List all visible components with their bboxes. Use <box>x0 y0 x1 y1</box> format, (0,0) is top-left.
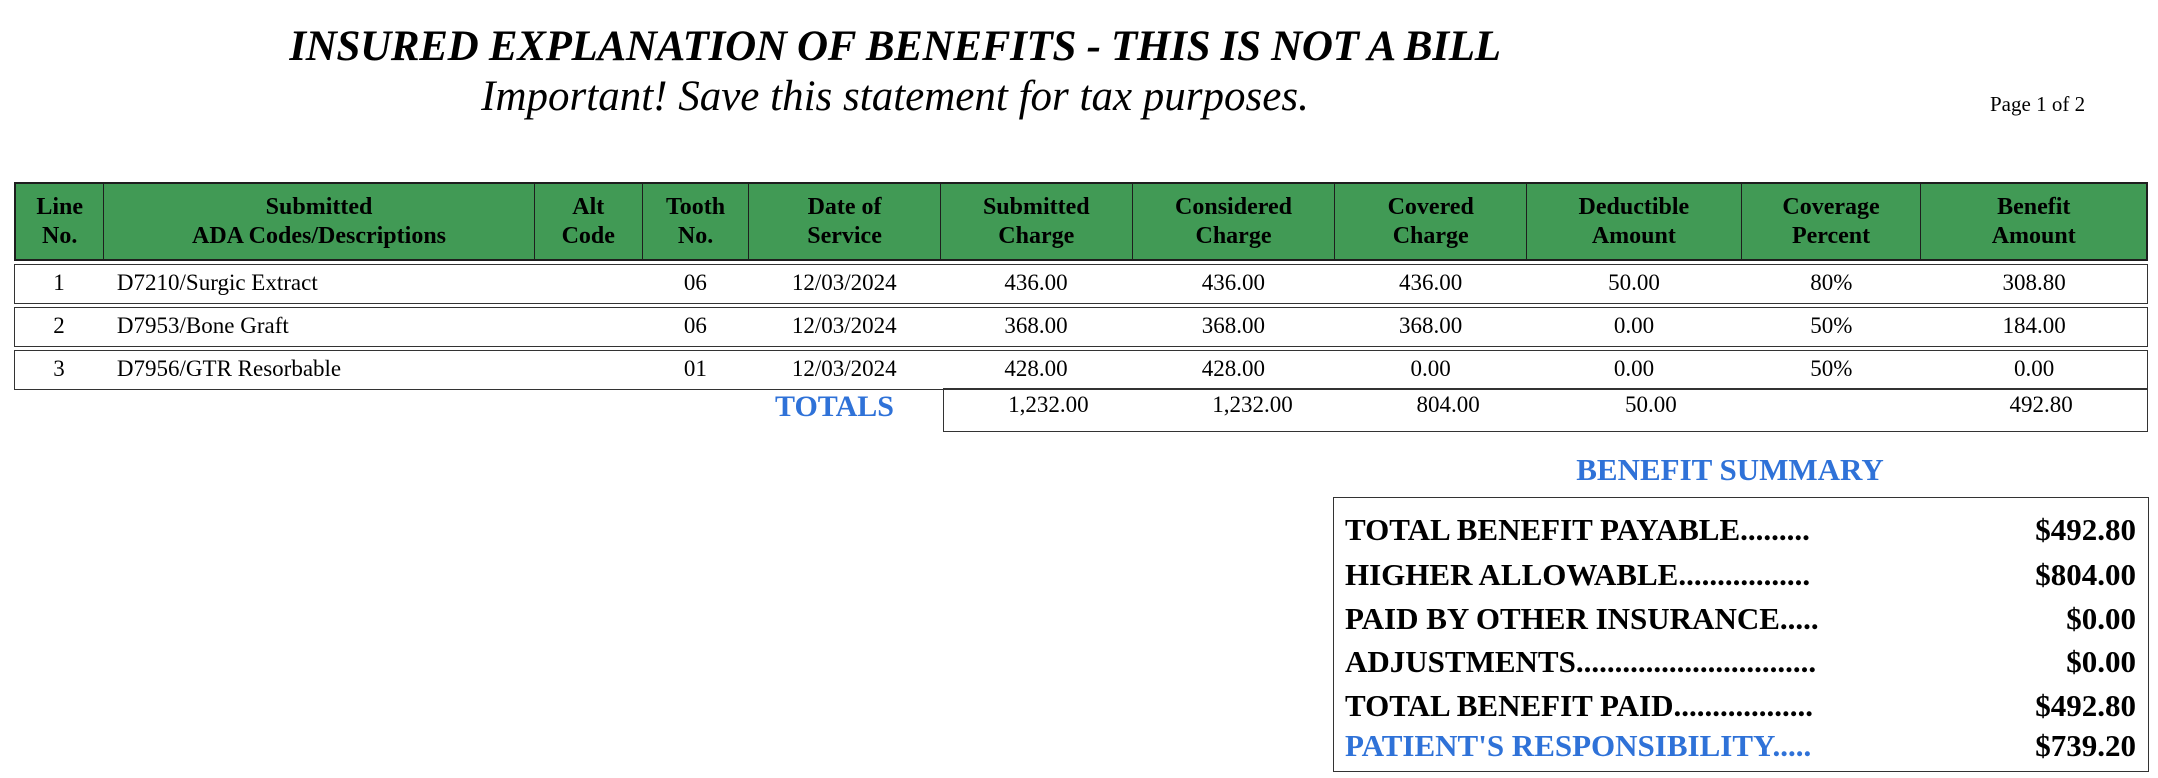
summary-value: $0.00 <box>2066 601 2136 636</box>
cell-coverage-percent: 80% <box>1810 270 1853 295</box>
cell-deductible: 0.00 <box>1613 356 1655 381</box>
cell-date: 12/03/2024 <box>791 313 897 338</box>
cell-tooth-no: 06 <box>683 313 707 338</box>
col-header-benefit-amount: Benefit Amount <box>1991 193 2076 249</box>
summary-row-total-benefit-paid <box>1345 688 2136 724</box>
summary-value: $739.20 <box>2035 728 2136 763</box>
summary-row-adjustments <box>1345 644 2136 680</box>
col-header-submitted-charge: Submitted Charge <box>941 184 1133 259</box>
cell-coverage-percent: 50% <box>1810 313 1853 338</box>
table-header <box>14 182 2148 261</box>
summary-label: PAID BY OTHER INSURANCE..... <box>1345 601 1819 636</box>
total-deductible: 50.00 <box>1624 392 1677 417</box>
cell-deductible: 0.00 <box>1613 313 1655 338</box>
cell-deductible: 50.00 <box>1608 270 1660 295</box>
cell-benefit-amount: 0.00 <box>2013 356 2055 381</box>
cell-line-no: 2 <box>53 313 65 338</box>
table-row <box>14 307 2148 347</box>
claims-table <box>14 182 2148 390</box>
summary-value: $0.00 <box>2066 644 2136 679</box>
cell-benefit-amount: 184.00 <box>2002 313 2066 338</box>
cell-covered-charge: 368.00 <box>1399 313 1463 338</box>
cell-line-no: 1 <box>53 270 65 295</box>
summary-label: PATIENT'S RESPONSIBILITY..... <box>1345 728 1812 763</box>
summary-value: $804.00 <box>2035 557 2136 592</box>
col-header-covered-charge: Covered Charge <box>1335 184 1527 259</box>
summary-value: $492.80 <box>2035 688 2136 723</box>
summary-label: TOTAL BENEFIT PAYABLE......... <box>1345 512 1810 547</box>
benefit-summary-box <box>1333 497 2149 772</box>
cell-considered-charge: 436.00 <box>1201 270 1265 295</box>
cell-ada-code: D7956/GTR Resorbable <box>116 356 342 381</box>
cell-submitted-charge: 428.00 <box>1004 356 1068 381</box>
total-submitted-charge: 1,232.00 <box>1008 392 1089 417</box>
page-number: Page 1 of 2 <box>1990 92 2086 116</box>
total-considered-charge: 1,232.00 <box>1212 392 1293 417</box>
cell-alt-code <box>535 351 643 389</box>
total-benefit-amount: 492.80 <box>2009 392 2073 417</box>
cell-date: 12/03/2024 <box>791 356 897 381</box>
summary-row-paid-by-other-insurance <box>1345 601 2136 637</box>
col-header-line-no: Line No. <box>16 184 104 259</box>
totals-row <box>943 388 2148 432</box>
cell-tooth-no: 06 <box>683 270 707 295</box>
cell-ada-code: D7210/Surgic Extract <box>116 270 318 295</box>
cell-covered-charge: 0.00 <box>1410 356 1451 381</box>
col-header-date-of-service: Date of Service <box>749 184 941 259</box>
page-subtitle: Important! Save this statement for tax purposes. <box>481 73 1309 120</box>
table-row <box>14 350 2148 390</box>
summary-row-total-benefit-payable <box>1345 512 2136 548</box>
cell-alt-code <box>535 308 643 346</box>
cell-tooth-no: 01 <box>683 356 707 381</box>
summary-value: $492.80 <box>2035 512 2136 547</box>
col-header-deductible-amount: Deductible Amount <box>1527 184 1742 259</box>
cell-submitted-charge: 368.00 <box>1004 313 1068 338</box>
cell-coverage-percent: 50% <box>1810 356 1853 381</box>
summary-label: HIGHER ALLOWABLE................. <box>1345 557 1811 592</box>
col-header-considered-charge: Considered Charge <box>1133 184 1336 259</box>
cell-considered-charge: 368.00 <box>1201 313 1265 338</box>
cell-date: 12/03/2024 <box>791 270 897 295</box>
col-header-ada-codes: Submitted ADA Codes/Descriptions <box>104 184 534 259</box>
summary-label: ADJUSTMENTS............................... <box>1345 644 1817 679</box>
col-header-alt-code: Alt Code <box>535 184 643 259</box>
cell-submitted-charge: 436.00 <box>1004 270 1068 295</box>
summary-row-higher-allowable <box>1345 557 2136 593</box>
col-header-coverage-percent: Coverage Percent <box>1742 184 1922 259</box>
col-header-tooth-no: Tooth No. <box>643 184 749 259</box>
cell-covered-charge: 436.00 <box>1399 270 1463 295</box>
total-covered-charge: 804.00 <box>1416 392 1480 417</box>
cell-considered-charge: 428.00 <box>1201 356 1265 381</box>
summary-label: TOTAL BENEFIT PAID.................. <box>1345 688 1813 723</box>
totals-label: TOTALS <box>775 390 894 423</box>
cell-alt-code <box>535 265 643 303</box>
page-title: INSURED EXPLANATION OF BENEFITS - THIS IS NOT A BILL <box>289 23 1501 70</box>
summary-row-patient-responsibility <box>1345 728 2136 764</box>
cell-ada-code: D7953/Bone Graft <box>116 313 289 338</box>
total-coverage-percent <box>1758 389 1936 431</box>
cell-benefit-amount: 308.80 <box>2002 270 2066 295</box>
benefit-summary-title: BENEFIT SUMMARY <box>1576 452 1884 487</box>
cell-line-no: 3 <box>53 356 65 381</box>
table-row <box>14 264 2148 304</box>
